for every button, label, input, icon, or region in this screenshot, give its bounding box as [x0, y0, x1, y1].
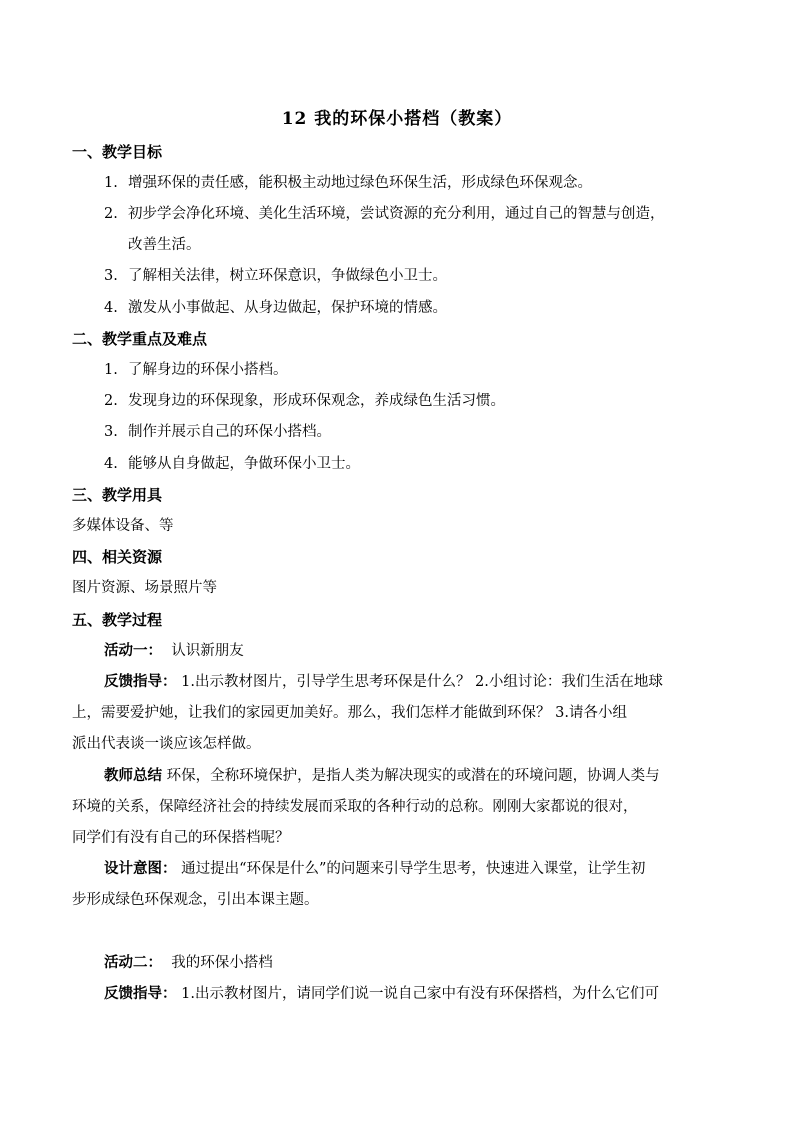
list-text: 发现身边的环保现象，形成环保观念，养成绿色生活习惯。	[128, 393, 505, 409]
list-item	[104, 173, 592, 193]
feedback-text: 1.出示教材图片，引导学生思考环保是什么？ 2.小组讨论：我们生活在地球	[181, 674, 663, 690]
feedback-line	[104, 672, 663, 692]
list-number: 4.	[104, 456, 118, 472]
page-title: 12 我的环保小搭档（教案）	[281, 109, 513, 129]
feedback-text: 1.出示教材图片，请同学们说一说自己家中有没有环保搭档，为什么它们可	[176, 986, 659, 1002]
feedback-label: 反馈指导：	[104, 985, 177, 1002]
list-text: 增强环保的责任感，能积极主动地过绿色环保生活，形成绿色环保观念。	[128, 175, 592, 191]
activity-name: 认识新朋友	[171, 643, 244, 659]
design-intent-text: 步形成绿色环保观念，引出本课主题。	[72, 892, 319, 908]
activity-name: 我的环保小搭档	[171, 955, 273, 971]
list-item	[104, 360, 288, 380]
feedback-text: 派出代表谈一谈应该怎样做。	[72, 736, 261, 752]
activity-title	[104, 641, 244, 661]
list-item	[104, 266, 447, 286]
design-intent-label: 设计意图：	[104, 860, 177, 877]
feedback-label: 反馈指导：	[104, 673, 177, 690]
list-number: 3.	[104, 268, 118, 284]
section-heading: 一、教学目标	[72, 143, 163, 161]
list-number: 1.	[104, 175, 118, 191]
list-item	[104, 422, 331, 442]
list-text: 制作并展示自己的环保小搭档。	[128, 424, 331, 440]
list-item	[104, 454, 360, 474]
summary-text: 同学们有没有自己的环保搭档呢？	[72, 830, 290, 846]
section-heading: 三、教学用具	[72, 486, 163, 504]
summary-label: 教师总结	[104, 767, 162, 784]
paragraph: 多媒体设备、等	[72, 518, 174, 534]
summary-text: 环境的关系，保障经济社会的持续发展而采取的各种行动的总称。刚刚大家都说的很对，	[72, 799, 638, 815]
feedback-line	[104, 984, 659, 1004]
list-text: 激发从小事做起、从身边做起，保护环境的情感。	[128, 300, 447, 316]
list-text: 能够从自身做起，争做环保小卫士。	[128, 456, 360, 472]
design-intent-line	[104, 859, 645, 879]
list-item	[104, 391, 505, 411]
list-number: 2.	[104, 206, 118, 222]
section-heading: 二、教学重点及难点	[72, 330, 208, 348]
list-text: 初步学会净化环境、美化生活环境，尝试资源的充分利用，通过自己的智慧与创造，	[128, 206, 665, 222]
list-number: 4.	[104, 300, 118, 316]
section-heading: 五、教学过程	[72, 611, 163, 629]
list-number: 2.	[104, 393, 118, 409]
activity-title	[104, 953, 273, 973]
design-intent-text: 通过提出“环保是什么”的问题来引导学生思考，快速进入课堂，让学生初	[176, 861, 646, 877]
activity-label: 活动二：	[104, 954, 162, 971]
summary-text: 环保，全称环境保护，是指人类为解决现实的或潜在的环境问题，协调人类与	[162, 768, 660, 784]
list-number: 3.	[104, 424, 118, 440]
summary-line	[104, 766, 660, 786]
list-item	[104, 298, 447, 318]
activity-label: 活动一：	[104, 642, 162, 659]
feedback-text: 上，需要爱护她，让我们的家园更加美好。那么，我们怎样才能做到环保？ 3.请各小组	[72, 705, 627, 721]
list-text: 了解相关法律，树立环保意识，争做绿色小卫士。	[128, 268, 447, 284]
list-item	[104, 204, 665, 224]
section-heading: 四、相关资源	[72, 548, 163, 566]
list-item-continuation: 改善生活。	[128, 237, 201, 253]
paragraph: 图片资源、场景照片等	[72, 580, 217, 596]
list-number: 1.	[104, 362, 118, 378]
list-text: 了解身边的环保小搭档。	[128, 362, 288, 378]
